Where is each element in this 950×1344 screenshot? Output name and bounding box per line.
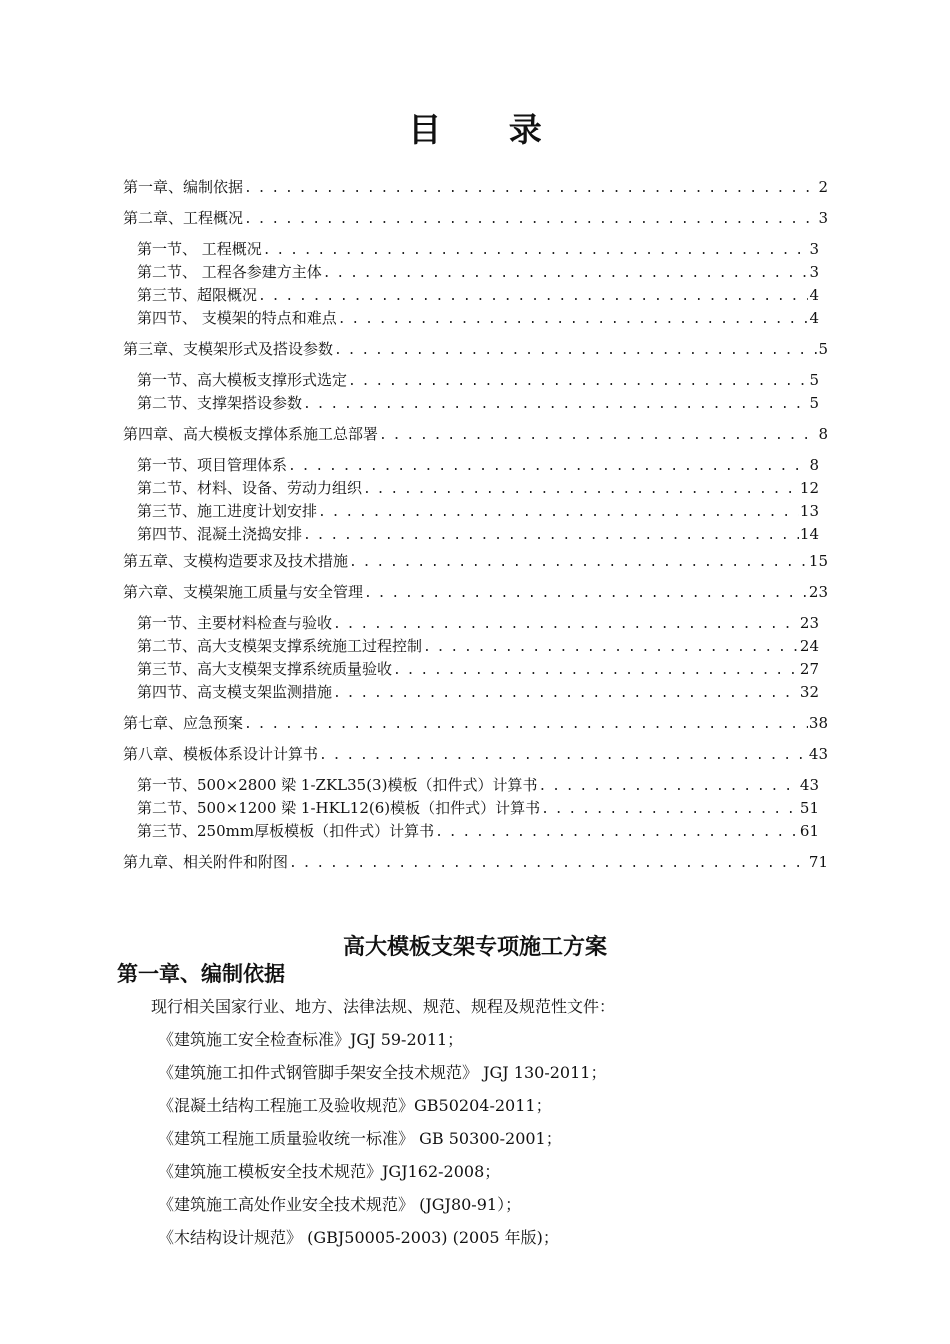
- toc-entry-label: 第三节、250mm厚板模板（扣件式）计算书: [137, 822, 435, 840]
- toc-page-number: 5: [818, 340, 828, 358]
- chapter-heading: 第一章、编制依据: [117, 961, 285, 986]
- toc-dot-leader: [319, 745, 808, 767]
- toc-page-number: 14: [799, 525, 819, 543]
- toc-dot-leader: [244, 714, 808, 736]
- toc-page-number: 43: [808, 745, 828, 763]
- toc-entry-label: 第四节、混凝土浇捣安排: [137, 525, 303, 543]
- toc-entry-label: 第一节、主要材料检查与验收: [137, 614, 333, 632]
- toc-chapter-entry[interactable]: [123, 743, 828, 765]
- toc-page-number: 23: [799, 614, 819, 632]
- toc-dot-leader: [349, 552, 808, 574]
- toc-entry-label: 第三节、超限概况: [137, 286, 258, 304]
- toc-page-number: 8: [818, 425, 828, 443]
- toc-section-entry[interactable]: [137, 635, 819, 657]
- toc-page-number: 2: [818, 178, 828, 196]
- toc-chapter-entry[interactable]: [123, 176, 828, 198]
- toc-chapter-entry[interactable]: [123, 423, 828, 445]
- toc-entry-label: 第三节、高大支模架支撑系统质量验收: [137, 660, 393, 678]
- toc-chapter-entry[interactable]: [123, 338, 828, 360]
- toc-dot-leader: [393, 660, 799, 682]
- toc-entry-label: 第九章、相关附件和附图: [123, 853, 289, 871]
- toc-dot-leader: [303, 394, 808, 416]
- toc-page-number: 61: [799, 822, 819, 840]
- toc-entry-label: 第一节、高大模板支撑形式选定: [137, 371, 348, 389]
- toc-section-entry[interactable]: [137, 261, 819, 283]
- toc-section-entry[interactable]: [137, 238, 819, 260]
- toc-dot-leader: [333, 614, 799, 636]
- intro-paragraph: 现行相关国家行业、地方、法律法规、规范、规程及规范性文件：: [151, 997, 616, 1016]
- toc-dot-leader: [244, 178, 817, 200]
- reference-item: 《木结构设计规范》 (GBJ50005-2003) (2005 年版)；: [158, 1228, 559, 1247]
- toc-page-number: 27: [799, 660, 819, 678]
- toc-entry-label: 第四节、高支模支架监测措施: [137, 683, 333, 701]
- toc-entry-label: 第一章、编制依据: [123, 178, 244, 196]
- toc-dot-leader: [423, 637, 799, 659]
- toc-page-number: 13: [799, 502, 819, 520]
- toc-entry-label: 第三章、支模架形式及搭设参数: [123, 340, 334, 358]
- toc-page-number: 3: [809, 240, 819, 258]
- toc-dot-leader: [338, 309, 809, 331]
- toc-page-number: 12: [799, 479, 819, 497]
- toc-chapter-entry[interactable]: [123, 712, 828, 734]
- toc-dot-leader: [333, 683, 799, 705]
- reference-item: 《建筑施工安全检查标准》JGJ 59-2011；: [158, 1030, 464, 1049]
- toc-page-number: 43: [799, 776, 819, 794]
- toc-entry-label: 第三节、施工进度计划安排: [137, 502, 318, 520]
- toc-dot-leader: [541, 799, 799, 821]
- toc-entry-label: 第二节、 工程各参建方主体: [137, 263, 322, 281]
- toc-dot-leader: [288, 456, 808, 478]
- toc-section-entry[interactable]: [137, 658, 819, 680]
- toc-page-number: 15: [808, 552, 828, 570]
- toc-entry-label: 第八章、模板体系设计计算书: [123, 745, 319, 763]
- reference-item: 《建筑工程施工质量验收统一标准》 GB 50300-2001；: [158, 1129, 562, 1148]
- toc-page-number: 51: [799, 799, 819, 817]
- toc-section-entry[interactable]: [137, 820, 819, 842]
- toc-dot-leader: [379, 425, 817, 447]
- toc-entry-label: 第一节、项目管理体系: [137, 456, 288, 474]
- toc-dot-leader: [334, 340, 817, 362]
- toc-chapter-entry[interactable]: [123, 581, 828, 603]
- toc-section-entry[interactable]: [137, 797, 819, 819]
- toc-chapter-entry[interactable]: [123, 207, 828, 229]
- toc-section-entry[interactable]: [137, 454, 819, 476]
- toc-dot-leader: [263, 240, 809, 262]
- toc-entry-label: 第五章、支模构造要求及技术措施: [123, 552, 349, 570]
- toc-entry-label: 第六章、支模架施工质量与安全管理: [123, 583, 364, 601]
- toc-page-number: 4: [809, 286, 819, 304]
- toc-page-number: 5: [809, 371, 819, 389]
- toc-page-number: 24: [799, 637, 819, 655]
- document-title: 高大模板支架专项施工方案: [342, 934, 607, 960]
- toc-page-number: 3: [818, 209, 828, 227]
- toc-page-number: 4: [809, 309, 819, 327]
- toc-dot-leader: [303, 525, 799, 547]
- toc-section-entry[interactable]: [137, 681, 819, 703]
- toc-dot-leader: [364, 583, 808, 605]
- toc-entry-label: 第一节、 工程概况: [137, 240, 262, 258]
- toc-dot-leader: [538, 776, 798, 798]
- reference-item: 《建筑施工扣件式钢管脚手架安全技术规范》 JGJ 130-2011；: [158, 1063, 607, 1082]
- toc-page-number: 32: [799, 683, 819, 701]
- toc-section-entry[interactable]: [137, 369, 819, 391]
- toc-dot-leader: [348, 371, 808, 393]
- reference-item: 《建筑施工高处作业安全技术规范》 (JGJ80-91）；: [158, 1195, 522, 1214]
- toc-section-entry[interactable]: [137, 523, 819, 545]
- toc-entry-label: 第七章、应急预案: [123, 714, 244, 732]
- toc-page-number: 23: [808, 583, 828, 601]
- toc-entry-label: 第四节、 支模架的特点和难点: [137, 309, 337, 327]
- toc-section-entry[interactable]: [137, 307, 819, 329]
- reference-item: 《混凝土结构工程施工及验收规范》GB50204-2011；: [158, 1096, 552, 1115]
- toc-entry-label: 第二节、支撑架搭设参数: [137, 394, 303, 412]
- reference-item: 《建筑施工模板安全技术规范》JGJ162-2008；: [158, 1162, 501, 1181]
- toc-page-number: 3: [809, 263, 819, 281]
- toc-entry-label: 第二节、高大支模架支撑系统施工过程控制: [137, 637, 423, 655]
- toc-dot-leader: [258, 286, 808, 308]
- toc-dot-leader: [323, 263, 809, 285]
- toc-section-entry[interactable]: [137, 284, 819, 306]
- toc-section-entry[interactable]: [137, 392, 819, 414]
- toc-section-entry[interactable]: [137, 500, 819, 522]
- toc-entry-label: 第一节、500×2800 梁 1-ZKL35(3)模板（扣件式）计算书: [137, 776, 538, 794]
- toc-page-number: 5: [809, 394, 819, 412]
- toc-chapter-entry[interactable]: [123, 851, 828, 873]
- toc-dot-leader: [318, 502, 799, 524]
- toc-page-number: 38: [808, 714, 828, 732]
- toc-section-entry[interactable]: [137, 774, 819, 796]
- toc-dot-leader: [435, 822, 799, 844]
- toc-entry-label: 第二节、材料、设备、劳动力组织: [137, 479, 363, 497]
- toc-section-entry[interactable]: [137, 612, 819, 634]
- toc-chapter-entry[interactable]: [123, 550, 828, 572]
- toc-dot-leader: [244, 209, 817, 231]
- toc-page-number: 71: [808, 853, 828, 871]
- toc-entry-label: 第四章、高大模板支撑体系施工总部署: [123, 425, 379, 443]
- toc-entry-label: 第二章、工程概况: [123, 209, 244, 227]
- toc-dot-leader: [363, 479, 799, 501]
- toc-dot-leader: [289, 853, 808, 875]
- toc-title: 目 录: [408, 110, 570, 149]
- toc-page-number: 8: [809, 456, 819, 474]
- toc-entry-label: 第二节、500×1200 梁 1-HKL12(6)模板（扣件式）计算书: [137, 799, 541, 817]
- toc-section-entry[interactable]: [137, 477, 819, 499]
